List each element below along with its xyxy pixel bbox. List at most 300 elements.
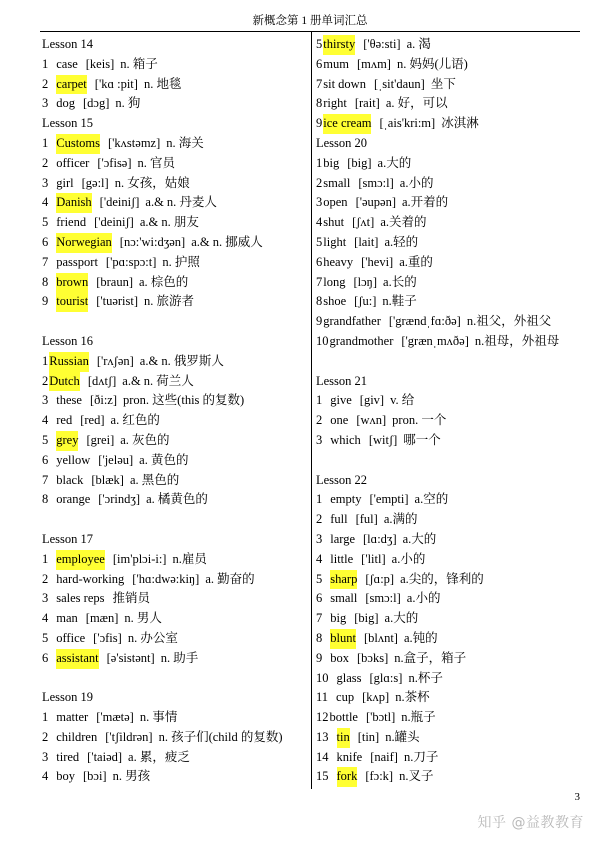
phonetic: [big] [354,611,379,626]
vocab-entry [316,530,586,550]
vocab-entry [42,292,307,312]
vocab-entry [42,550,307,570]
vocab-entry [316,570,586,590]
entry-word: red [56,413,73,428]
entry-word: passport [56,254,98,269]
definition: n. 男人 [124,611,162,626]
definition: n. 海关 [166,135,204,150]
entry-word: matter [56,710,89,725]
entry-word: mum [323,56,349,71]
entry-number: 1 [316,393,323,408]
definition: n. 妈妈(儿语) [396,56,468,71]
entry-word: these [56,393,82,408]
entry-number: 7 [316,274,323,289]
spacer [316,352,586,372]
phonetic: ['deiniʃ] [99,195,140,210]
entry-number: 9 [316,116,323,131]
entry-word: large [330,531,356,546]
entry-number: 3 [42,175,49,190]
entry-number: 3 [316,195,323,210]
highlighted-word: employee [56,550,105,570]
highlighted-word: tourist [56,292,88,312]
definition: pron. 一个 [392,413,447,428]
definition: n.叉子 [399,769,434,784]
phonetic: [red] [80,413,105,428]
definition: n.鞋子 [382,294,417,309]
lesson-heading: Lesson 20 [316,135,368,150]
definition: n. 事情 [139,710,178,725]
entry-word: small [323,175,351,190]
phonetic: [fɔ:k] [365,769,394,784]
vocab-entry [42,94,307,114]
entry-number: 1 [316,492,323,507]
definition: pron. 这些(this 的复数) [123,393,245,408]
entry-number: 1 [42,710,49,725]
entry-word: sit down [323,76,366,91]
entry-number: 2 [42,729,49,744]
phonetic: [ʃʌt] [352,215,375,230]
highlighted-word: blunt [330,629,356,649]
entry-word: black [56,472,84,487]
phonetic: ['grænˌmʌðə] [401,333,469,348]
vocab-entry [316,550,586,570]
definition: n. 旅游者 [144,294,195,309]
entry-number: 14 [316,749,329,764]
phonetic: [lɑ:dʒ] [363,531,397,546]
entry-word: little [330,551,354,566]
phonetic: ['hɑ:dwə:kiŋ] [132,571,200,586]
vocab-entry [316,609,586,629]
highlighted-word: tin [337,728,350,748]
highlighted-word: Norwegian [56,233,112,253]
vocab-entry [42,708,307,728]
vocab-entry [316,708,586,728]
phonetic: ['deiniʃ] [94,215,134,230]
definition: a.& n. 俄罗斯人 [139,353,224,368]
highlighted-word: ice cream [323,114,371,134]
entry-word: glass [336,670,362,685]
entry-word: friend [56,215,87,230]
vocab-entry [42,748,307,768]
vocab-entry [42,372,307,392]
definition: a.尖的，锋利的 [400,571,484,586]
phonetic: [smɔ:l] [358,175,394,190]
phonetic: [smɔ:l] [365,591,401,606]
phonetic: [blʌnt] [363,630,398,645]
definition: a.小的 [406,591,441,606]
definition: a.开着的 [402,195,449,210]
phonetic: [nɔ:'wi:dʒən] [119,234,186,249]
vocab-entry [316,767,586,787]
vocab-entry [42,649,307,669]
vocab-entry [316,431,586,451]
entry-word: grandmother [329,333,394,348]
entry-word: cup [336,690,355,705]
phonetic: [ful] [355,512,378,527]
vocab-entry [316,510,586,530]
entry-word: officer [56,155,90,170]
phonetic: ['tuərist] [96,294,139,309]
definition: a.& n. 朋友 [139,215,199,230]
entry-number: 8 [316,630,323,645]
definition: a. 好，可以 [385,96,448,111]
spacer [42,312,307,332]
vocab-entry [316,312,586,332]
definition: a. 橘黄色的 [146,492,208,507]
definition: a. 渴 [406,37,431,51]
lesson-heading: Lesson 15 [42,116,94,131]
entry-number: 5 [42,432,49,447]
phonetic: ['əupən] [355,195,396,210]
entry-number: 5 [42,215,49,230]
phonetic: [dʌtʃ] [87,373,117,388]
definition: v. 给 [390,393,415,408]
definition: a. 累，疲乏 [128,749,190,764]
entry-number: 4 [42,611,49,626]
phonetic: ['bɔtl] [365,710,396,725]
spacer [42,510,307,530]
definition: a.重的 [399,254,433,269]
phonetic: [ə'sistənt] [106,650,155,665]
lesson-heading: Lesson 19 [42,690,94,705]
phonetic: ['hevi] [361,254,394,269]
phonetic: [ði:z] [89,393,118,408]
highlighted-word: Dutch [49,372,80,392]
vocab-entry [316,669,586,689]
entry-word: box [330,650,349,665]
definition: a. 黄色的 [139,452,189,467]
vocab-entry [316,649,586,669]
entry-number: 6 [42,452,49,467]
entry-number: 2 [42,373,49,388]
phonetic: [kʌp] [362,690,390,705]
phonetic: [wʌn] [356,413,387,428]
entry-number: 3 [42,749,49,764]
entry-word: light [323,234,347,249]
definition: a.轻的 [384,234,419,249]
phonetic: [big] [347,155,372,170]
phonetic: ['ɔfis] [93,630,122,645]
vocab-entry [42,154,307,174]
phonetic: [bɔks] [357,650,389,665]
entry-number: 6 [316,254,323,269]
vocab-entry [42,431,307,451]
phonetic: [lait] [354,234,379,249]
entry-number: 9 [42,294,49,309]
highlighted-word: assistant [56,649,98,669]
phonetic: ['ɔfisə] [97,155,132,170]
entry-number: 1 [42,353,49,368]
definition: n. 地毯 [143,76,182,91]
phonetic: [ʃɑ:p] [365,571,395,586]
entry-number: 7 [42,254,49,269]
phonetic: [keis] [85,56,115,71]
phonetic: [ˌais'kri:m] [379,116,436,131]
highlighted-word: brown [56,273,88,293]
vocab-entry [42,134,307,154]
entry-word: empty [330,492,362,507]
vocab-entry [316,748,586,768]
vocab-entry [316,174,586,194]
entry-word: sales reps [56,591,105,606]
entry-word: dog [56,96,75,111]
definition: n.瓶子 [401,710,436,725]
left-column [42,35,307,787]
entry-number: 8 [42,492,49,507]
phonetic: ['grændˌfɑ:ðə] [388,314,461,329]
phonetic: ['kɑ :pit] [94,76,138,91]
highlighted-word: thirsty [323,35,355,55]
column-divider [311,31,312,789]
watermark: 知乎 @益教教育 [477,815,584,831]
entry-number: 2 [42,571,49,586]
entry-word: hard-working [56,571,125,586]
vocab-entry [42,411,307,431]
definition: a.大的 [377,155,412,170]
entry-word: small [330,591,358,606]
phonetic: ['empti] [369,492,409,507]
phonetic: [bɔi] [83,769,107,784]
entry-number: 7 [42,472,49,487]
vocab-entry [42,728,307,748]
entry-number: 10 [316,670,329,685]
vocab-entry [316,292,586,312]
entry-number: 3 [42,96,49,111]
phonetic: [mæn] [85,611,119,626]
definition: a.大的 [402,531,437,546]
entry-word: office [56,630,86,645]
vocab-entry [42,570,307,590]
entry-number: 3 [316,432,323,447]
definition: a. 勤奋的 [205,571,255,586]
definition: a. 红色的 [110,413,160,428]
entry-word: knife [336,749,363,764]
entry-number: 2 [42,155,49,170]
entry-number: 10 [316,333,329,348]
definition: n. 办公室 [127,630,178,645]
vocab-entry [42,193,307,213]
definition: n. 孩子们(child 的复数) [158,729,283,744]
definition: a.长的 [383,274,417,289]
entry-number: 5 [42,630,49,645]
phonetic: [im'plɔi-i:] [112,551,167,566]
entry-number: 4 [316,215,323,230]
vocab-entry [42,471,307,491]
vocab-entry [316,629,586,649]
vocab-entry [316,35,586,55]
vocab-entry [42,629,307,649]
vocab-entry [42,767,307,787]
definition: n.罐头 [385,729,420,744]
phonetic: [blæk] [91,472,124,487]
phonetic: ['litl] [361,551,386,566]
entry-number: 2 [316,512,323,527]
entry-number: 3 [42,393,49,408]
definition: 推销员 [112,591,151,606]
definition: n.刀子 [403,749,439,764]
vocab-entry [316,332,586,352]
page-header [40,12,580,32]
vocab-entry [42,55,307,75]
entry-number: 3 [316,531,323,546]
definition: a.小的 [391,551,426,566]
phonetic: [naif] [370,749,398,764]
vocab-entry [42,609,307,629]
phonetic: [dɔg] [83,96,110,111]
entry-number: 4 [42,195,49,210]
vocab-entry [316,55,586,75]
entry-number: 9 [316,314,323,329]
phonetic: ['θə:sti] [363,37,401,51]
entry-number: 7 [316,76,323,91]
entry-number: 9 [316,650,323,665]
vocab-entry [316,273,586,293]
entry-word: bottle [329,710,358,725]
lesson-heading: Lesson 16 [42,333,94,348]
definition: n. 助手 [160,650,199,665]
entry-number: 13 [316,729,329,744]
highlighted-word: Russian [49,352,89,372]
phonetic: ['taiəd] [87,749,123,764]
entry-word: tired [56,749,80,764]
spacer [42,669,307,689]
definition: a.大的 [384,611,419,626]
phonetic: [gə:l] [81,175,109,190]
definition: a.满的 [383,512,418,527]
entry-word: give [330,393,352,408]
entry-number: 4 [42,413,49,428]
vocab-entry [42,589,307,609]
entry-word: grandfather [323,314,381,329]
definition: a.小的 [399,175,434,190]
entry-number: 6 [316,56,323,71]
entry-number: 15 [316,769,329,784]
entry-word: big [330,611,347,626]
vocab-entry [316,233,586,253]
vocab-entry [316,728,586,748]
vocab-entry [42,213,307,233]
entry-word: long [323,274,346,289]
definition: n. 箱子 [120,56,158,71]
definition: n. 女孩，姑娘 [114,175,190,190]
entry-number: 2 [316,175,323,190]
entry-word: yellow [56,452,91,467]
entry-number: 5 [316,37,323,51]
definition: 哪一个 [403,432,441,447]
entry-number: 5 [316,571,323,586]
definition: 坐下 [430,76,456,91]
phonetic: [glɑ:s] [369,670,403,685]
vocab-entry [316,94,586,114]
definition: a. 黑色的 [129,472,180,487]
definition: a.& n. 丹麦人 [145,195,217,210]
vocab-entry [42,174,307,194]
entry-number: 2 [42,76,49,91]
lesson-heading: Lesson 14 [42,37,94,51]
highlighted-word: carpet [56,75,87,95]
highlighted-word: fork [337,767,358,787]
phonetic: ['jeləu] [98,452,134,467]
entry-word: which [330,432,361,447]
entry-number: 2 [316,413,323,428]
entry-number: 1 [316,155,323,170]
entry-word: shut [323,215,345,230]
highlighted-word: grey [56,431,78,451]
entry-word: girl [56,175,74,190]
entry-number: 8 [316,294,323,309]
definition: n.雇员 [172,551,207,566]
entry-word: full [330,512,348,527]
definition: a. 棕色的 [139,274,189,289]
entry-number: 4 [316,551,323,566]
phonetic: [ˌsit'daun] [373,76,425,91]
entry-word: boy [56,769,75,784]
phonetic: [ʃu:] [354,294,377,309]
definition: a.& n. 荷兰人 [122,373,194,388]
vocab-entry [316,154,586,174]
entry-word: orange [56,492,91,507]
phonetic: [lɔŋ] [353,274,378,289]
phonetic: ['kʌstəmz] [108,135,161,150]
definition: n.祖母，外祖母 [474,333,560,348]
entry-number: 5 [316,234,323,249]
phonetic: [giv] [359,393,385,408]
lesson-heading: Lesson 21 [316,373,368,388]
vocab-entry [316,589,586,609]
entry-number: 12 [316,710,329,725]
definition: a.& n. 挪威人 [191,234,263,249]
vocab-entry [42,75,307,95]
right-column [316,35,586,787]
phonetic: [braun] [96,274,133,289]
entry-number: 11 [316,690,329,705]
entry-word: shoe [323,294,347,309]
entry-number: 8 [316,96,323,111]
phonetic: [mʌm] [356,56,391,71]
entry-number: 1 [42,135,49,150]
vocab-entry [316,193,586,213]
phonetic: ['mætə] [96,710,134,725]
highlighted-word: Customs [56,134,100,154]
definition: a. 灰色的 [120,432,170,447]
vocab-entry [316,391,586,411]
entry-number: 1 [42,56,49,71]
lesson-heading: Lesson 22 [316,472,368,487]
vocab-entry [316,411,586,431]
phonetic: [rait] [354,96,380,111]
entry-number: 1 [42,551,49,566]
definition: n.茶杯 [395,690,430,705]
entry-number: 4 [42,769,49,784]
entry-word: big [323,155,340,170]
definition: 冰淇淋 [441,116,479,131]
entry-number: 3 [42,591,49,606]
vocab-entry [42,391,307,411]
entry-word: one [330,413,349,428]
phonetic: ['tʃildrən] [105,729,153,744]
definition: a.关着的 [380,215,427,230]
definition: n. 狗 [115,96,141,111]
phonetic: [witʃ] [368,432,398,447]
phonetic: ['rʌʃən] [96,353,134,368]
vocab-entry [42,273,307,293]
phonetic: ['ɔrindʒ] [98,492,141,507]
entry-word: case [56,56,78,71]
phonetic: ['pɑ:spɔ:t] [105,254,157,269]
entry-number: 6 [316,591,323,606]
header-title: 新概念第 1 册单词汇总 [252,15,368,27]
entry-number: 8 [42,274,49,289]
